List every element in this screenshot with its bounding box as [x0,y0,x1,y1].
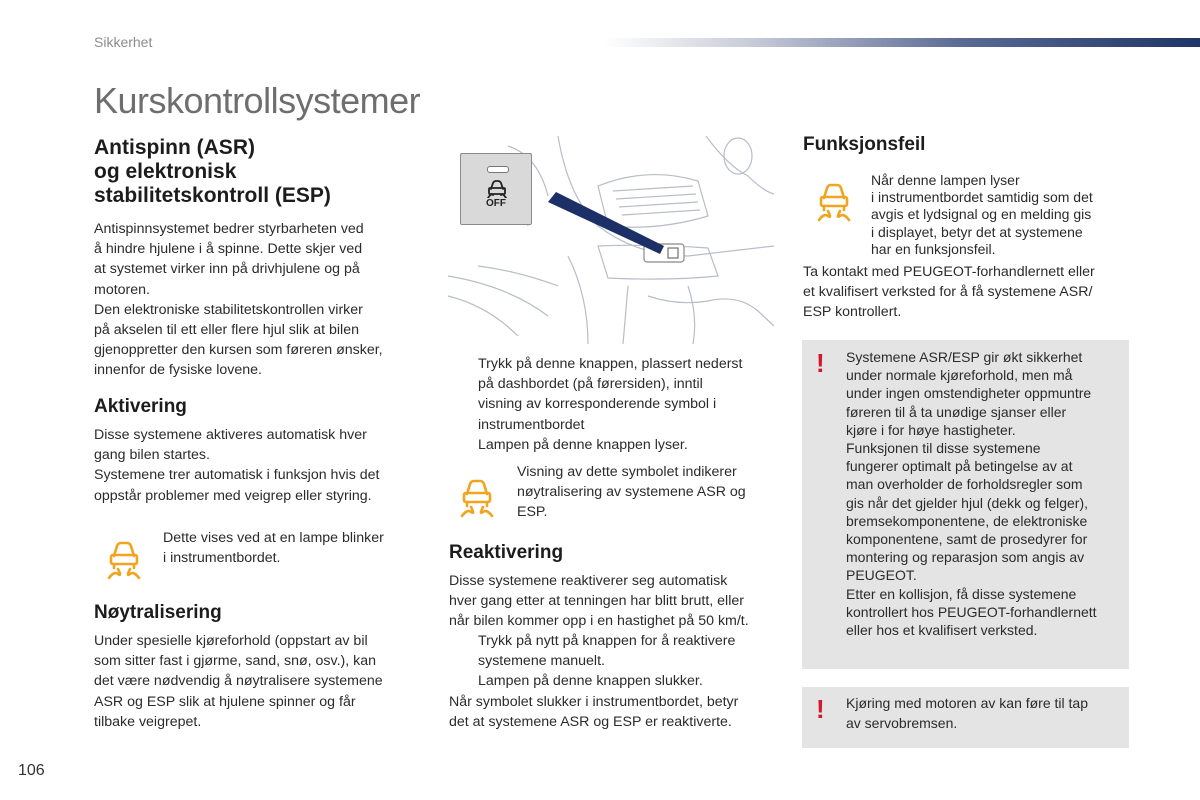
button-off-label: OFF [486,198,506,209]
esp-fault-icon [814,180,854,222]
asr-esp-heading: Antispinn (ASR) og elektronisk stabilitetskontroll (ESP) [94,136,331,207]
activation-paragraph: Disse systemene aktiveres automatisk hver gang bilen startes. Systemene trer automatisk i funksjon hvis det oppstår problemer med veigrep eller styring. [94,427,380,504]
exclamation-icon: ! [816,694,825,724]
neutralization-heading: Nøytralisering [94,602,222,623]
esp-warning-icon [104,538,144,580]
warning-box-safety [802,340,1129,669]
warning-brakes-text: Kjøring med motoren av kan føre til tap av servobremsen. [846,695,1088,731]
intro-paragraph: Antispinnsystemet bedrer styrbarheten ved å hindre hjulene i å spinne. Dette skjer ved at systemet virker inn på drivhjulene og på motoren. Den elektroniske stabilitetskontrollen virker på akselen til ett eller flere hjul slik at bilen gjenoppretter den kursen som føreren ønsker, innenfor de fysiske lovene. [94,221,383,379]
press-again-text: Trykk på nytt på knappen for å reaktivere systemene manuelt. Lampen på denne knappen slukker. [478,633,736,690]
header-bar [604,38,1200,47]
warning-safety-text: Systemene ASR/ESP gir økt sikkerhet under normale kjøreforhold, men må under ingen omstendigheter oppmuntre føreren til å ta unødige sjanser eller kjøre i for høye hastigheter. Funksjonen til disse systemene fungerer optimalt på betingelse av at man overholder de forholdsregler som gis når det gjelder hjul (dekk og felger), bremsekomponentene, de elektroniske komponentene, samt de prosedyrer for montering og reparasjon som angis av PEUGEOT. Etter en kollisjon, få disse systemene kontrollert hos PEUGEOT-forhandlernett eller hos et kvalifisert verksted. [846,349,1097,639]
esp-off-button[interactable] [460,153,532,225]
press-text: Trykk på denne knappen, plassert nederst på dashbordet (på førersiden), inntil visning av korresponderende symbol i instrumentbordet Lampen på denne knappen lyser. [478,356,743,453]
warning-box-brakes [802,687,1129,748]
section-label: Sikkerhet [94,34,153,50]
dashboard-illustration [448,136,774,344]
reactivation-paragraph: Disse systemene reaktiverer seg automatisk hver gang etter at tenningen har blitt brutt, eller når bilen kommer opp i en hastighet på 50 km/t. [449,573,749,630]
esp-off-warning-icon [457,476,497,518]
button-led [487,166,509,173]
lamp-note: Dette vises ved at en lampe blinker i instrumentbordet. [163,530,384,567]
reactivated-paragraph: Når symbolet slukker i instrumentbordet, betyr det at systemene ASR og ESP er reaktiverte. [449,694,739,731]
esp-off-button-icon [485,180,509,198]
fault-heading: Funksjonsfeil [803,134,926,155]
reactivation-heading: Reaktivering [449,542,564,563]
page-number: 106 [18,762,45,779]
neutralization-paragraph: Under spesielle kjøreforhold (oppstart av bil som sitter fast i gjørme, sand, snø, osv.), kan det være nødvendig å nøytralisere systemene ASR og ESP slik at hjulene spinner og får tilbake veigrepet. [94,633,383,730]
activation-heading: Aktivering [94,396,187,417]
fault-note: Når denne lampen lyser i instrumentbordet samtidig som det avgis et lydsignal og en melding gis i displayet, betyr det at systemene har en funksjonsfeil. [871,172,1093,257]
contact-paragraph: Ta kontakt med PEUGEOT-forhandlernett eller et kvalifisert verksted for å få systemene ASR/ ESP kontrollert. [803,264,1095,321]
page-title: Kurskontrollsystemer [94,80,421,121]
symbol-note: Visning av dette symbolet indikerer nøytralisering av systemene ASR og ESP. [517,464,746,521]
exclamation-icon: ! [816,348,825,378]
